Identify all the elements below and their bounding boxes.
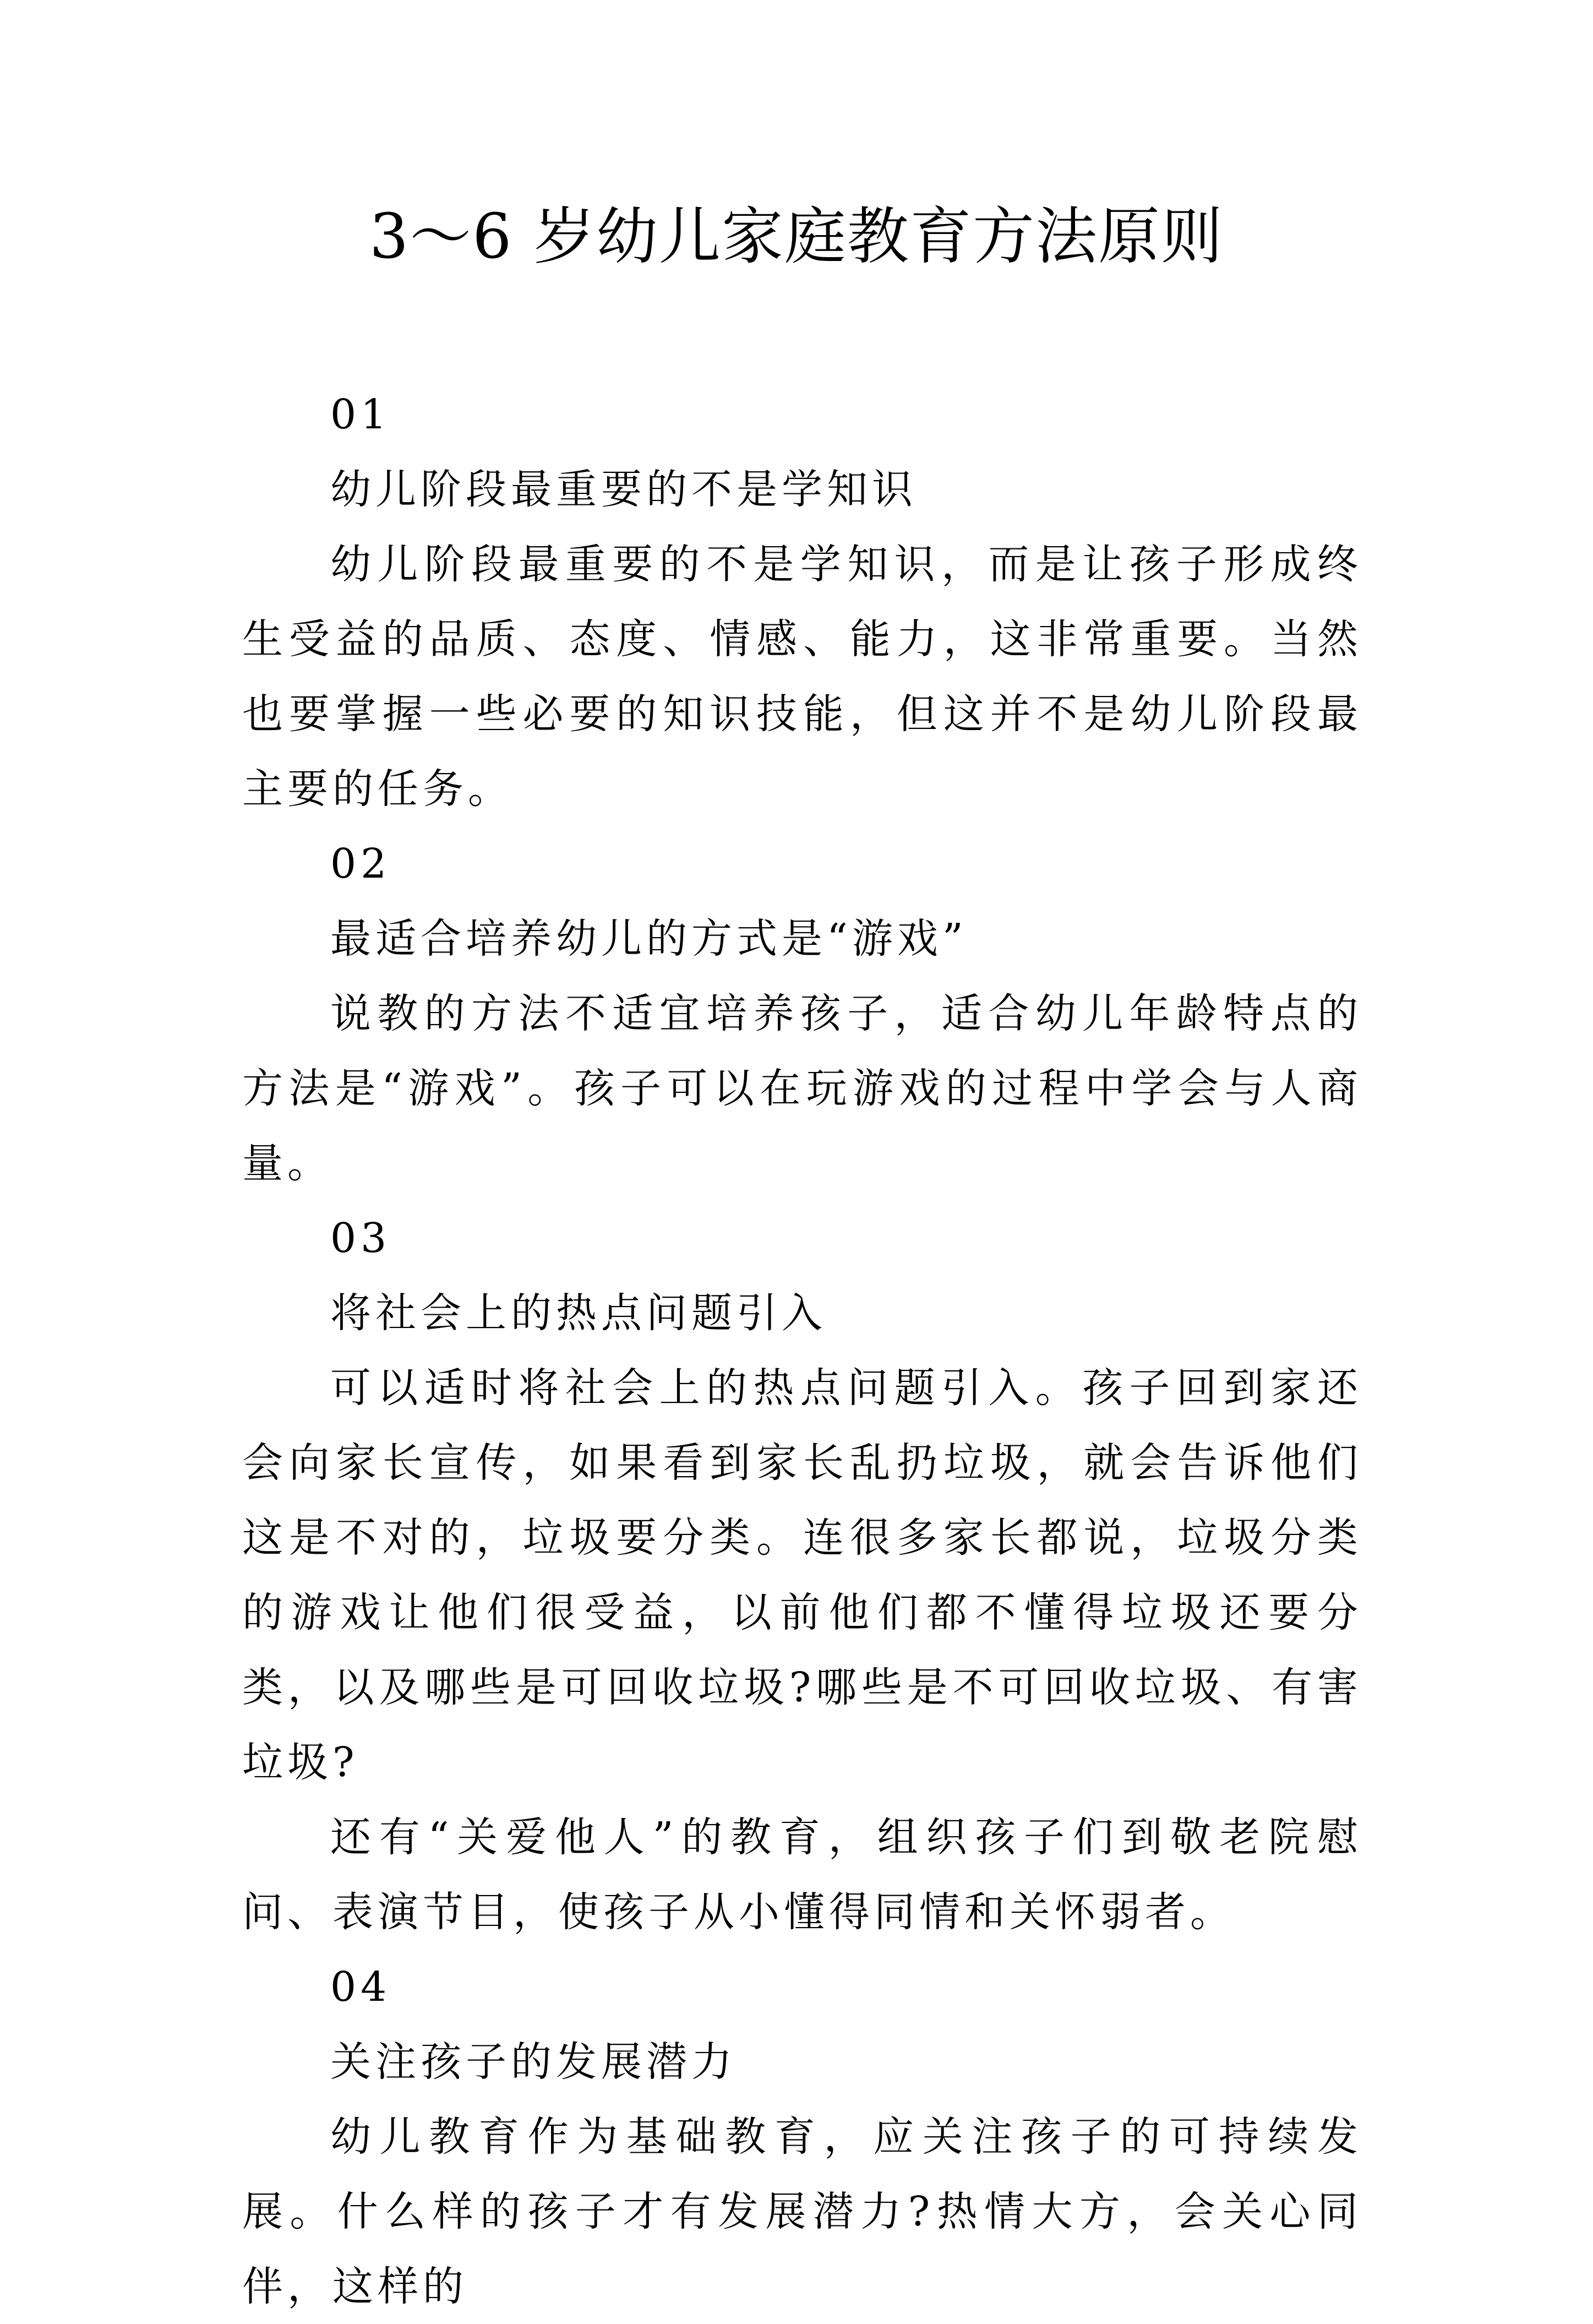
section-heading-01: 幼儿阶段最重要的不是学知识 xyxy=(330,466,917,513)
section-number-01: 01 xyxy=(330,391,391,438)
section-heading-02: 最适合培养幼儿的方式是“游戏” xyxy=(330,915,968,962)
section-paragraph-02: 说教的方法不适宜培养孩子，适合幼儿年龄特点的方法是“游戏”。孩子可以在玩游戏的过程中学会与人商量。 xyxy=(242,990,1362,1187)
section-number-03: 03 xyxy=(330,1215,391,1262)
document-body xyxy=(242,377,1362,2324)
section-paragraph-03b: 还有“关爱他人”的教育，组织孩子们到敬老院慰问、表演节目，使孩子从小懂得同情和关怀弱者。 xyxy=(242,1814,1362,1936)
document-title: 3～6 岁幼儿家庭教育方法原则 xyxy=(369,201,1224,273)
section-number-02: 02 xyxy=(330,840,391,888)
section-paragraph-04: 幼儿教育作为基础教育，应关注孩子的可持续发展。什么样的孩子才有发展潜力?热情大方，会关心同伴，这样的 xyxy=(242,2113,1362,2310)
section-heading-03: 将社会上的热点问题引入 xyxy=(330,1289,827,1337)
section-heading-04: 关注孩子的发展潜力 xyxy=(330,2038,737,2086)
section-paragraph-01: 幼儿阶段最重要的不是学知识，而是让孩子形成终生受益的品质、态度、情感、能力，这非常重要。当然也要掌握一些必要的知识技能，但这并不是幼儿阶段最主要的任务。 xyxy=(242,541,1362,813)
section-number-04: 04 xyxy=(330,1963,391,2011)
section-paragraph-03a: 可以适时将社会上的热点问题引入。孩子回到家还会向家长宣传，如果看到家长乱扔垃圾，就会告诉他们这是不对的，垃圾要分类。连很多家长都说，垃圾分类的游戏让他们很受益，以前他们都不懂得垃圾还要分类，以及哪些是可回收垃圾?哪些是不可回收垃圾、有害垃圾? xyxy=(242,1364,1362,1786)
